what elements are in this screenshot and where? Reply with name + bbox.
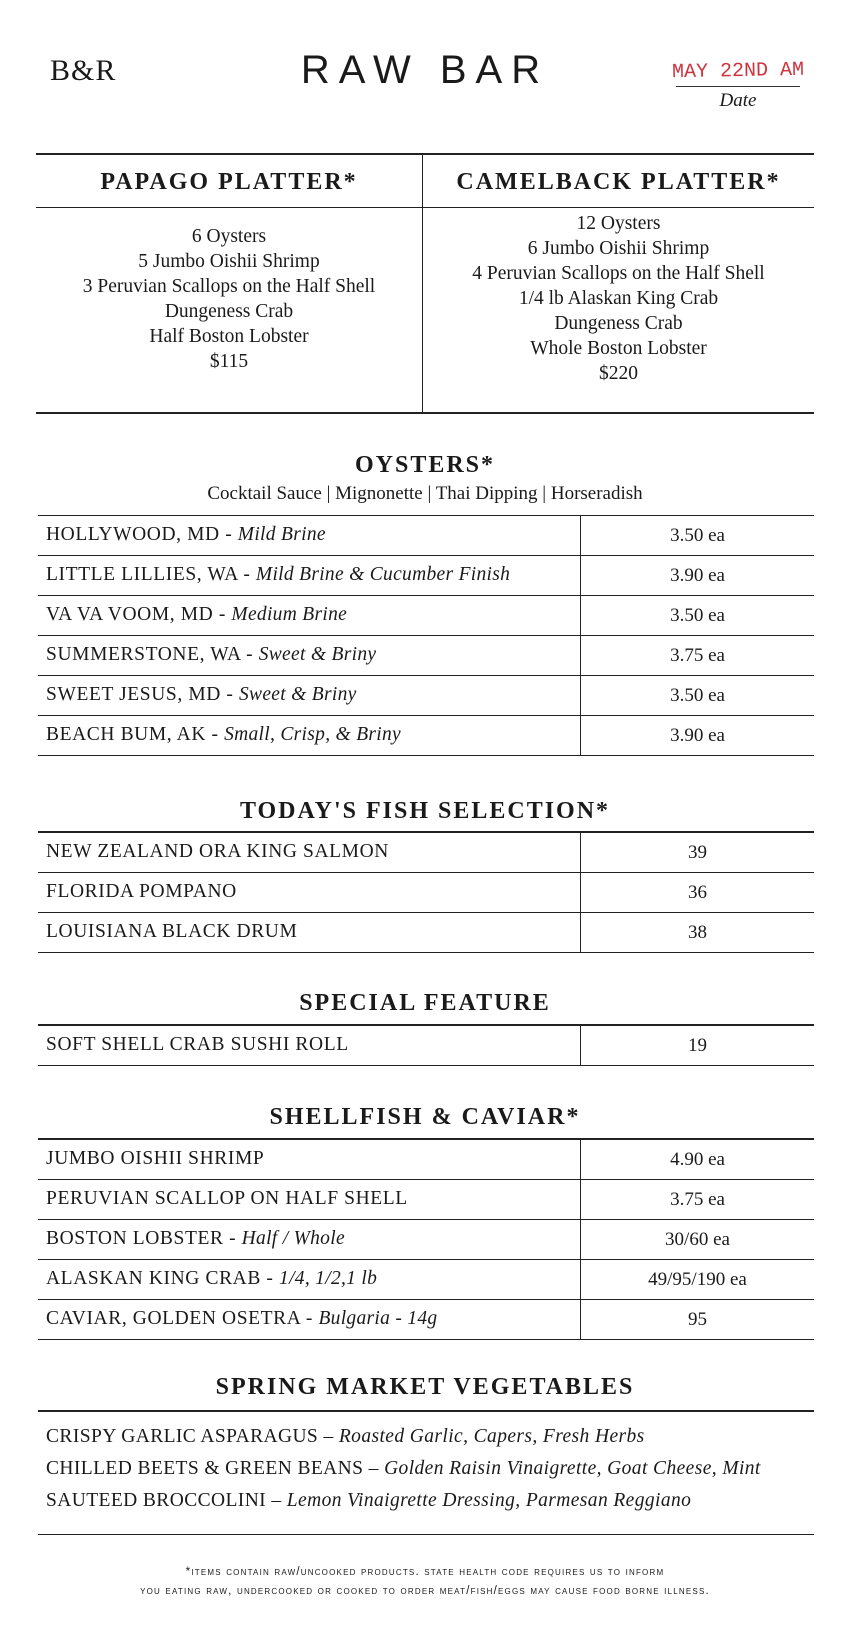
platter-item: 12 Oysters bbox=[576, 213, 661, 234]
platter-item: 4 Peruvian Scallops on the Half Shell bbox=[472, 263, 765, 284]
item-price: 3.50 ea bbox=[580, 676, 814, 715]
item-name: FLORIDA POMPANO bbox=[46, 881, 237, 902]
table-row bbox=[38, 913, 814, 953]
platter-price: $220 bbox=[599, 363, 638, 384]
table-row bbox=[38, 1220, 814, 1260]
list-item: SAUTEED BROCCOLINI – Lemon Vinaigrette Dressing, Parmesan Reggiano bbox=[46, 1490, 692, 1511]
camelback-platter-title: CAMELBACK PLATTER* bbox=[456, 169, 781, 195]
item-price: 49/95/190 ea bbox=[580, 1260, 814, 1299]
platters-table bbox=[36, 153, 814, 414]
table-row bbox=[38, 873, 814, 913]
table-row bbox=[38, 556, 814, 596]
date-label: Date bbox=[719, 90, 757, 111]
platter-item: Dungeness Crab bbox=[554, 313, 683, 334]
papago-platter-title: PAPAGO PLATTER* bbox=[100, 169, 358, 195]
page-title: RAW BAR bbox=[300, 48, 550, 92]
item-name: ALASKAN KING CRAB - 1/4, 1/2,1 lb bbox=[46, 1268, 378, 1289]
table-row bbox=[38, 516, 814, 556]
logo: B&R bbox=[50, 54, 117, 87]
item-name: NEW ZEALAND ORA KING SALMON bbox=[46, 841, 389, 862]
platter-item: Whole Boston Lobster bbox=[530, 338, 707, 359]
camelback-platter-items bbox=[423, 211, 814, 386]
item-price: 4.90 ea bbox=[580, 1140, 814, 1179]
platter-item: Dungeness Crab bbox=[164, 301, 294, 322]
item-name: VA VA VOOM, MD - Medium Brine bbox=[46, 604, 348, 625]
item-name: BOSTON LOBSTER - Half / Whole bbox=[46, 1228, 345, 1249]
papago-platter-items bbox=[36, 224, 422, 374]
item-name: PERUVIAN SCALLOP ON HALF SHELL bbox=[46, 1188, 408, 1209]
special-table bbox=[38, 1024, 814, 1066]
list-item: CRISPY GARLIC ASPARAGUS – Roasted Garlic, Capers, Fresh Herbs bbox=[46, 1426, 645, 1447]
platter-item: 6 Jumbo Oishii Shrimp bbox=[527, 238, 710, 259]
item-price: 95 bbox=[580, 1300, 814, 1339]
table-row bbox=[38, 636, 814, 676]
disclaimer-line-1: *items contain raw/uncooked products. state health code requires us to inform bbox=[185, 1566, 665, 1578]
item-price: 19 bbox=[580, 1026, 814, 1065]
oysters-title: OYSTERS* bbox=[354, 452, 496, 478]
item-price: 3.50 ea bbox=[580, 596, 814, 635]
oysters-sauces: Cocktail Sauce | Mignonette | Thai Dipping | Horseradish bbox=[207, 483, 643, 504]
item-price: 3.90 ea bbox=[580, 556, 814, 595]
item-price: 39 bbox=[580, 833, 814, 872]
table-row bbox=[38, 1180, 814, 1220]
table-row bbox=[38, 1026, 814, 1066]
item-name: HOLLYWOOD, MD - Mild Brine bbox=[46, 524, 326, 545]
vegetables-title: SPRING MARKET VEGETABLES bbox=[215, 1374, 635, 1400]
platter-item: 5 Jumbo Oishii Shrimp bbox=[138, 251, 320, 272]
table-row bbox=[38, 596, 814, 636]
table-row bbox=[38, 1260, 814, 1300]
item-price: 3.90 ea bbox=[580, 716, 814, 755]
platter-item: 3 Peruvian Scallops on the Half Shell bbox=[82, 276, 376, 297]
item-price: 36 bbox=[580, 873, 814, 912]
item-price: 3.50 ea bbox=[580, 516, 814, 555]
platters-header-rule bbox=[36, 207, 814, 208]
date-underline bbox=[676, 86, 800, 87]
item-name: SUMMERSTONE, WA - Sweet & Briny bbox=[46, 644, 377, 665]
item-price: 38 bbox=[580, 913, 814, 952]
list-item: CHILLED BEETS & GREEN BEANS – Golden Raisin Vinaigrette, Goat Cheese, Mint bbox=[46, 1458, 761, 1479]
platter-item: Half Boston Lobster bbox=[149, 326, 309, 347]
table-row bbox=[38, 676, 814, 716]
item-name: SWEET JESUS, MD - Sweet & Briny bbox=[46, 684, 357, 705]
item-name: LOUISIANA BLACK DRUM bbox=[46, 921, 298, 942]
item-name: BEACH BUM, AK - Small, Crisp, & Briny bbox=[46, 724, 402, 745]
shellfish-table bbox=[38, 1138, 814, 1340]
item-name: CAVIAR, GOLDEN OSETRA - Bulgaria - 14g bbox=[46, 1308, 438, 1329]
oysters-table bbox=[38, 515, 814, 756]
table-row bbox=[38, 1140, 814, 1180]
date-stamp: MAY 22ND AM bbox=[671, 58, 805, 85]
item-price: 3.75 ea bbox=[580, 1180, 814, 1219]
item-price: 3.75 ea bbox=[580, 636, 814, 675]
disclaimer-line-2: you eating raw, undercooked or cooked to order meat/fish/eggs may cause food borne illness. bbox=[140, 1585, 710, 1597]
table-row bbox=[38, 716, 814, 756]
special-feature-title: SPECIAL FEATURE bbox=[299, 990, 551, 1016]
platter-item: 6 Oysters bbox=[191, 226, 267, 247]
table-row bbox=[38, 833, 814, 873]
item-name: JUMBO OISHII SHRIMP bbox=[46, 1148, 265, 1169]
platter-item: 1/4 lb Alaskan King Crab bbox=[518, 288, 719, 309]
vegetables-list bbox=[38, 1410, 814, 1535]
fish-table bbox=[38, 831, 814, 953]
shellfish-caviar-title: SHELLFISH & CAVIAR* bbox=[269, 1104, 581, 1130]
platter-price: $115 bbox=[209, 351, 249, 372]
item-price: 30/60 ea bbox=[580, 1220, 814, 1259]
item-name: LITTLE LILLIES, WA - Mild Brine & Cucumber Finish bbox=[46, 564, 511, 585]
table-row bbox=[38, 1300, 814, 1340]
fish-selection-title: TODAY'S FISH SELECTION* bbox=[239, 798, 611, 824]
item-name: SOFT SHELL CRAB SUSHI ROLL bbox=[46, 1034, 349, 1055]
